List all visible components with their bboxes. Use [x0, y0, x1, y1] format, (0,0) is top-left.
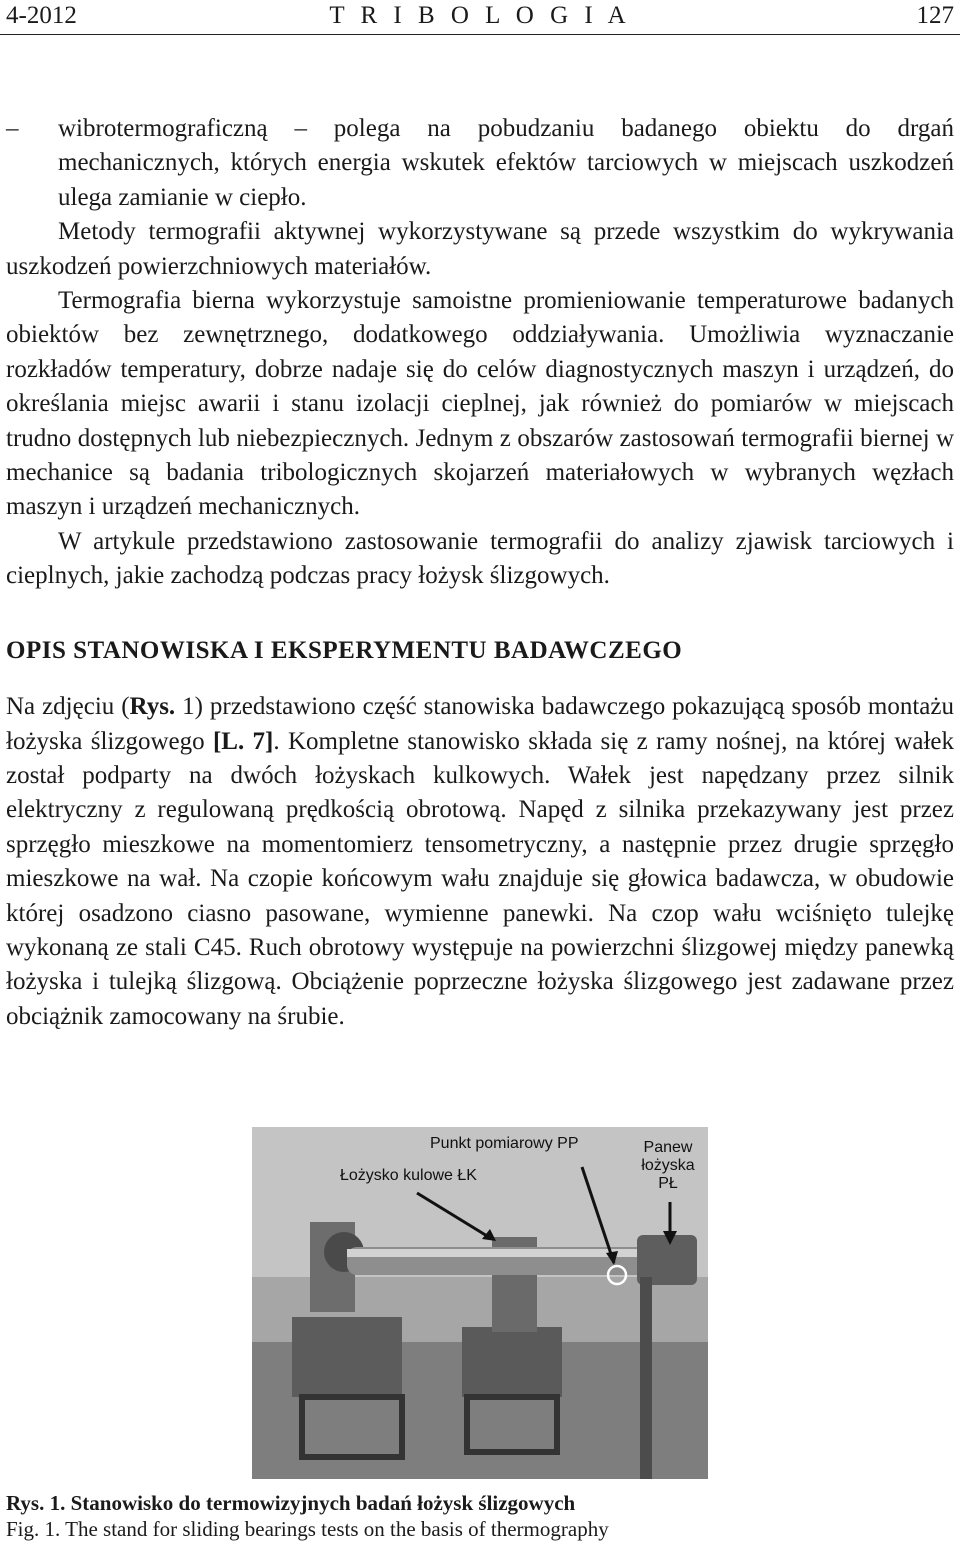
paragraph: Metody termografii aktywnej wykorzystywane są przede wszystkim do wykrywania uszkodzeń powierzchniowych materiałów.: [6, 218, 954, 280]
caption-english: Fig. 1. The stand for sliding bearings tests on the basis of thermography: [6, 1517, 609, 1541]
caption-polish: Rys. 1. Stanowisko do termowizyjnych badań łożysk ślizgowych: [6, 1491, 576, 1515]
paragraph: W artykule przedstawiono zastosowanie termografii do analizy zjawisk tarciowych i cieplnych, jakie zachodzą podczas pracy łożysk ślizgowych.: [6, 527, 954, 590]
label-line: Panew: [643, 1139, 693, 1156]
frame-block: [462, 1327, 562, 1397]
text-run: Na zdjęciu (: [6, 693, 130, 721]
label-ball-bearing: Łożysko kulowe ŁK: [340, 1167, 477, 1184]
figure-caption: [6, 1490, 609, 1542]
text-run: . Kompletne stanowisko składa się z ramy nośnej, na której wałek został podparty na dwóch łożyskach kulkowych. Wałek jest napędzany przez silnik elektryczny z regulowaną prędkością obrotową. Napęd z silnika przekazywany jest przez sprzęgło mieszkowe na momentomierz tensometryczny, a następnie przez drugie sprzęgło mieszkowe na wał. Na czopie końcowym wału znajduje się głowica badawcza, w obudowie której osadzono ciasno pasowane, wymienne panewki. Na czop wału wciśnięto tulejkę wykonaną ze stali C45. Ruch obrotowy występuje na powierzchni ślizgowej między panewką łożyska i tulejką ślizgową. Obciążenie poprzeczne łożyska ślizgowego jest zadawane przez obciążnik zamocowany na śrubie.: [6, 727, 955, 1030]
frame-block: [292, 1317, 402, 1397]
paragraph: Termografia bierna wykorzystuje samoistne promieniowanie temperaturowe badanych obiektów bez zewnętrznego, dodatkowego oddziaływania. Umożliwia wyznaczanie rozkładów temperatury, dobrze nadaje się do celów diagnostycznych maszyn i urządzeń, do określania miejsc awarii i stanu izolacji cieplnej, jak również do pomiarów w miejscach trudno dostępnych lub niebezpiecznych. Jednym z obszarów zastosowań termografii biernej w mechanice są badania tribologicznych skojarzeń materiałowych w wybranych węzłach maszyn i urządzeń mechanicznych.: [6, 287, 954, 521]
label-sliding-bearing: [638, 1139, 698, 1193]
figure-reference: Rys.: [129, 693, 176, 721]
journal-title: T R I B O L O G I A: [329, 2, 631, 29]
dash-marker: –: [6, 115, 19, 142]
list-item: [6, 112, 954, 215]
label-line: PŁ: [658, 1175, 678, 1192]
figure-photo: [252, 1127, 708, 1479]
text-run: 1) przedstawiono część stanowiska badawczego pokazującą sposób montażu łożyska ślizgowego: [6, 693, 955, 755]
section-heading: OPIS STANOWISKA I EKSPERYMENTU BADAWCZEGO: [6, 636, 683, 664]
list-item-text: wibrotermograficzną – polega na pobudzaniu badanego obiektu do drgań mechanicznych, których energia wskutek efektów tarciowych w miejscach uszkodzeń ulega zamianie w ciepło.: [58, 115, 954, 211]
citation-reference: [L. 7]: [212, 727, 274, 755]
paragraph: [6, 690, 954, 1034]
page-number: 127: [916, 2, 954, 29]
running-header: [0, 0, 960, 35]
issue-number: 4-2012: [6, 2, 77, 29]
load-screw: [640, 1277, 652, 1479]
label-line: łożyska: [641, 1157, 695, 1174]
body-text: [6, 112, 954, 1034]
label-measurement-point: Punkt pomiarowy PP: [430, 1135, 579, 1152]
